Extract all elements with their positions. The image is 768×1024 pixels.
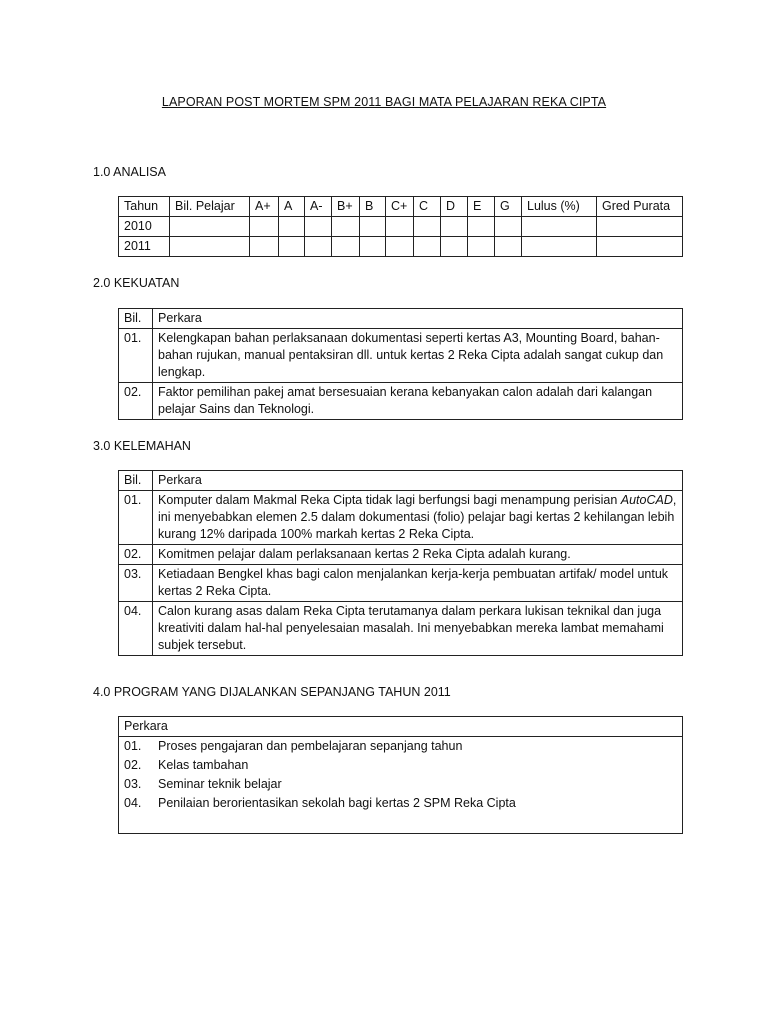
row-text-part: , ini menyebabkan elemen 2.5 dalam dokumentasi (folio) pelajar bagi kertas 2 kehilangan lebih kurang 12% daripada 100% markah kertas 2 Reka Cipta. [158,493,677,541]
row-number: 02. [119,545,153,565]
program-table [118,716,683,834]
col-tahun: Tahun [119,197,170,217]
year-cell: 2011 [119,237,170,257]
analysis-header-row [119,197,683,217]
item-text: Seminar teknik belajar [158,777,282,791]
row-text: Ketiadaan Bengkel khas bagi calon menjalankan kerja-kerja pembuatan artifak/ model untuk kertas 2 Reka Cipta. [153,565,683,602]
analysis-table [118,196,683,257]
col-grade-a: A [279,197,305,217]
kekuatan-header-row [119,309,683,329]
list-item [119,794,683,813]
row-text-emphasis: AutoCAD [620,493,673,507]
section-heading-program: 4.0 PROGRAM YANG DIJALANKAN SEPANJANG TAHUN 2011 [93,685,451,699]
row-text-part: Komputer dalam Makmal Reka Cipta tidak lagi berfungsi bagi menampung perisian [158,493,621,507]
item-text: Proses pengajaran dan pembelajaran sepanjang tahun [158,739,463,753]
col-perkara: Perkara [119,717,683,737]
section-heading-kekuatan: 2.0 KEKUATAN [93,276,180,290]
table-row [119,565,683,602]
col-grade-a-plus: A+ [250,197,279,217]
table-row [119,491,683,545]
list-item [119,737,683,757]
col-grade-b: B [360,197,386,217]
section-heading-analisa: 1.0 ANALISA [93,165,166,179]
item-text: Penilaian berorientasikan sekolah bagi kertas 2 SPM Reka Cipta [158,796,516,810]
kelemahan-header-row [119,471,683,491]
row-number: 02. [119,383,153,420]
row-number: 04. [119,602,153,656]
table-row [119,545,683,565]
kekuatan-table [118,308,683,420]
col-grade-d: D [441,197,468,217]
col-perkara: Perkara [153,309,683,329]
program-header-row [119,717,683,737]
col-perkara: Perkara [153,471,683,491]
item-text: Kelas tambahan [158,758,249,772]
year-cell: 2010 [119,217,170,237]
row-text: Calon kurang asas dalam Reka Cipta terutamanya dalam perkara lukisan teknikal dan juga kreativiti dalam hal-hal penyelesaian masalah. Ini menyebabkan mereka lambat memahami subjek tersebut. [153,602,683,656]
row-number: 03. [119,565,153,602]
row-number: 01. [119,329,153,383]
table-row [119,237,683,257]
col-bil: Bil. [119,471,153,491]
list-spacer [119,813,683,834]
col-grade-c: C [414,197,441,217]
row-number: 01. [119,491,153,545]
col-lulus: Lulus (%) [522,197,597,217]
item-number: 02. [124,758,142,772]
col-grade-b-plus: B+ [332,197,360,217]
col-grade-g: G [495,197,522,217]
kelemahan-table [118,470,683,656]
table-row [119,329,683,383]
item-number: 03. [124,777,142,791]
section-heading-kelemahan: 3.0 KELEMAHAN [93,439,191,453]
table-row [119,217,683,237]
row-text: Faktor pemilihan pakej amat bersesuaian kerana kebanyakan calon adalah dari kalangan pelajar Sains dan Teknologi. [153,383,683,420]
col-grade-c-plus: C+ [386,197,414,217]
row-text: Komitmen pelajar dalam perlaksanaan kertas 2 Reka Cipta adalah kurang. [153,545,683,565]
page-title: LAPORAN POST MORTEM SPM 2011 BAGI MATA PELAJARAN REKA CIPTA [161,95,607,109]
col-bil-pelajar: Bil. Pelajar [170,197,250,217]
col-bil: Bil. [119,309,153,329]
col-gred-purata: Gred Purata [597,197,683,217]
list-item [119,775,683,794]
row-text: Kelengkapan bahan perlaksanaan dokumentasi seperti kertas A3, Mounting Board, bahan-bahan rujukan, manual pentaksiran dll. untuk kertas 2 Reka Cipta adalah sangat cukup dan lengkap. [153,329,683,383]
item-number: 04. [124,796,142,810]
table-row [119,383,683,420]
list-item [119,756,683,775]
col-grade-a-minus: A- [305,197,332,217]
item-number: 01. [124,739,142,753]
table-row [119,602,683,656]
col-grade-e: E [468,197,495,217]
row-text [153,491,683,545]
